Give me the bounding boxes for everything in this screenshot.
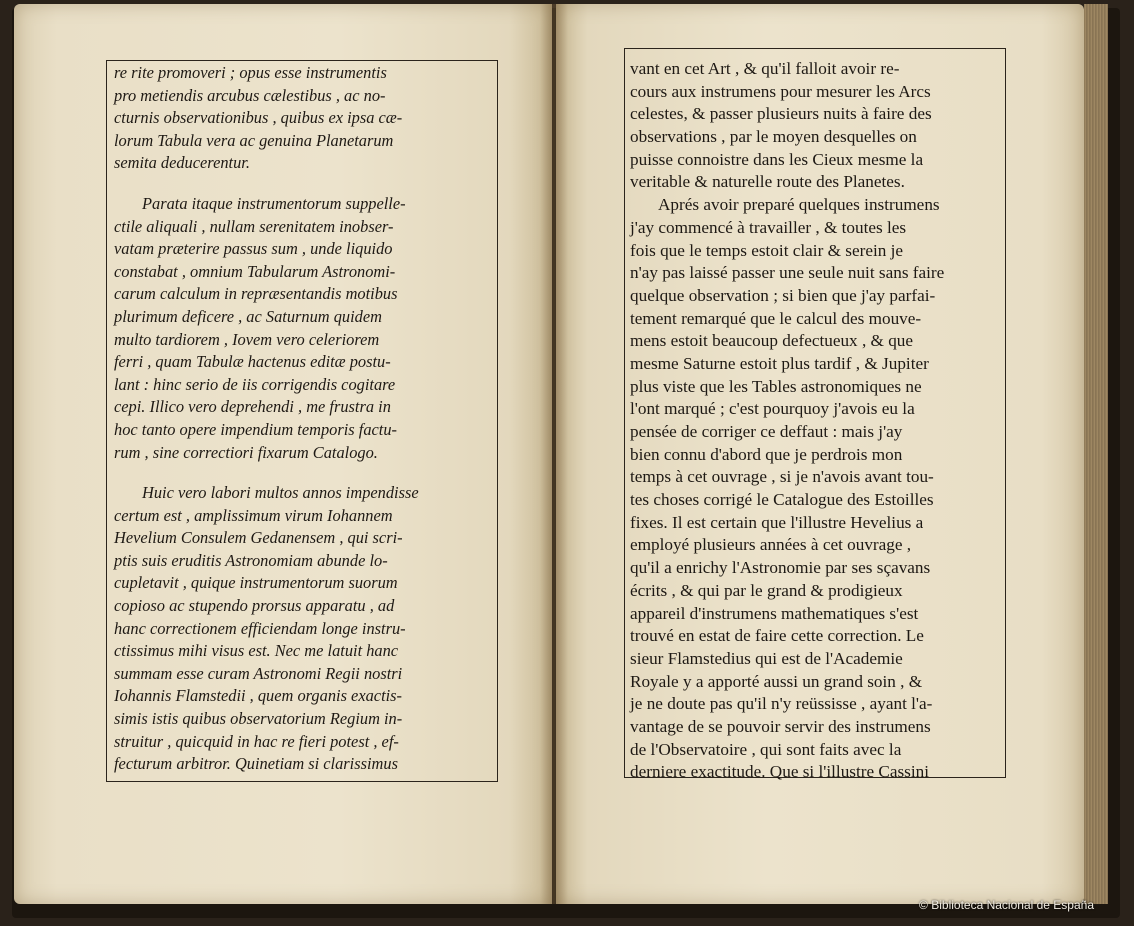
text-line: tement remarqué que le calcul des mouve- (630, 308, 922, 328)
text-line: Huic vero labori multos annos impendisse (142, 483, 419, 503)
text-line: Parata itaque instrumentorum suppelle- (142, 193, 406, 213)
text-line: vatam præterire passus sum , unde liquido (114, 239, 393, 259)
text-line: re rite promoveri ; opus esse instrumentis (114, 63, 387, 82)
text-line: ctile aliquali , nullam serenitatem inobser- (114, 216, 394, 236)
latin-text-block (114, 62, 494, 776)
text-line: observations , par le moyen desquelles on (630, 127, 917, 147)
text-line: constabat , omnium Tabularum Astronomi- (114, 261, 396, 281)
text-line: tes choses corrigé le Catalogue des Estoilles (630, 490, 934, 510)
text-line: ptis suis eruditis Astronomiam abunde lo- (114, 550, 388, 570)
text-line: pensée de corriger ce deffaut : mais j'ay (630, 422, 903, 441)
text-line: fixes. Il est certain que l'illustre Hevelius a (630, 512, 924, 532)
text-line: rum , sine correctiori fixarum Catalogo. (114, 442, 378, 462)
text-line: temps à cet ouvrage , si je n'avois avant tou- (630, 467, 934, 487)
text-line: simis istis quibus observatorium Regium in- (114, 709, 403, 729)
text-line: veritable & naturelle route des Planetes. (630, 172, 905, 192)
text-line: hanc correctionem efficiendam longe instru- (114, 618, 406, 638)
text-line: l'ont marqué ; c'est pourquoy j'avois eu la (630, 399, 915, 419)
text-line: Royale y a apporté aussi un grand soin , & (630, 671, 923, 691)
text-line: ctissimus mihi visus est. Nec me latuit hanc (114, 641, 399, 661)
text-line: je ne doute pas qu'il n'y reüssisse , ayant l'a- (630, 694, 933, 714)
paragraph-gap (114, 175, 494, 193)
text-line: n'ay pas laissé passer une seule nuit sans faire (630, 263, 945, 283)
text-line: cturnis observationibus , quibus ex ipsa cæ- (114, 108, 403, 128)
text-line: de l'Observatoire , qui sont faits avec la (630, 739, 902, 759)
text-line: quelque observation ; si bien que j'ay parfai- (630, 285, 936, 305)
text-line: ferri , quam Tabulæ hactenus editæ postu- (114, 352, 391, 372)
text-line: celestes, & passer plusieurs nuits à faire des (630, 104, 932, 124)
text-line: qu'il a enrichy l'Astronomie par ses sçavans (630, 558, 931, 578)
text-line: semita deducerentur. (114, 153, 250, 173)
text-line: fecturum arbitror. Quinetiam si clarissimus (114, 754, 398, 774)
french-text-block (630, 58, 1002, 784)
text-line: puisse connoistre dans les Cieux mesme la (630, 149, 924, 169)
text-line: multo tardiorem , Iovem vero celeriorem (114, 329, 380, 349)
text-line: cours aux instrumens pour mesurer les Arcs (630, 81, 931, 101)
text-line: carum calculum in repræsentandis motibus (114, 284, 398, 304)
text-line: certum est , amplissimum virum Iohannem (114, 505, 393, 525)
text-line: derniere exactitude. Que si l'illustre Cassini (630, 762, 930, 782)
text-line: summam esse curam Astronomi Regii nostri (114, 663, 403, 683)
text-line: hoc tanto opere impendium temporis factu- (114, 419, 397, 439)
text-line: fois que le temps estoit clair & serein je (630, 240, 904, 260)
text-line: cepi. Illico vero deprehendi , me frustra in (114, 397, 391, 417)
paragraph-gap (114, 464, 494, 482)
text-line: Aprés avoir preparé quelques instrumens (658, 195, 940, 215)
text-line: lant : hinc serio de iis corrigendis cogitare (114, 374, 396, 394)
text-line: Hevelium Consulem Gedanensem , qui scri- (114, 528, 403, 548)
text-line: struitur , quicquid in hac re fieri potest , ef- (114, 731, 399, 751)
text-line: vant en cet Art , & qu'il falloit avoir re- (630, 59, 900, 78)
text-line: appareil d'instrumens mathematiques s'est (630, 603, 919, 623)
text-line: plus viste que les Tables astronomiques ne (630, 376, 922, 396)
text-line: pro metiendis arcubus cælestibus , ac no- (114, 85, 386, 105)
text-line: j'ay commencé à travailler , & toutes les (630, 217, 907, 237)
text-line: bien connu d'abord que je perdrois mon (630, 444, 903, 464)
text-line: plurimum deficere , ac Saturnum quidem (114, 306, 382, 326)
text-line: lorum Tabula vera ac genuina Planetarum (114, 130, 394, 150)
text-line: sieur Flamstedius qui est de l'Academie (630, 648, 903, 668)
book-gutter (540, 4, 568, 904)
text-line: Iohannis Flamstedii , quem organis exactis- (114, 686, 403, 706)
text-line: vantage de se pouvoir servir des instrumens (630, 716, 931, 736)
text-line: trouvé en estat de faire cette correction. Le (630, 626, 924, 646)
text-line: copioso ac stupendo prorsus apparatu , ad (114, 596, 395, 616)
text-line: écrits , & qui par le grand & prodigieux (630, 580, 903, 600)
page-edges (1084, 4, 1108, 904)
text-line: mesme Saturne estoit plus tardif , & Jupiter (630, 353, 929, 373)
text-line: mens estoit beaucoup defectueux , & que (630, 331, 914, 351)
text-line: employé plusieurs années à cet ouvrage , (630, 535, 912, 555)
copyright-notice: © Biblioteca Nacional de España (919, 898, 1094, 912)
text-line: cupletavit , quique instrumentorum suorum (114, 573, 398, 593)
